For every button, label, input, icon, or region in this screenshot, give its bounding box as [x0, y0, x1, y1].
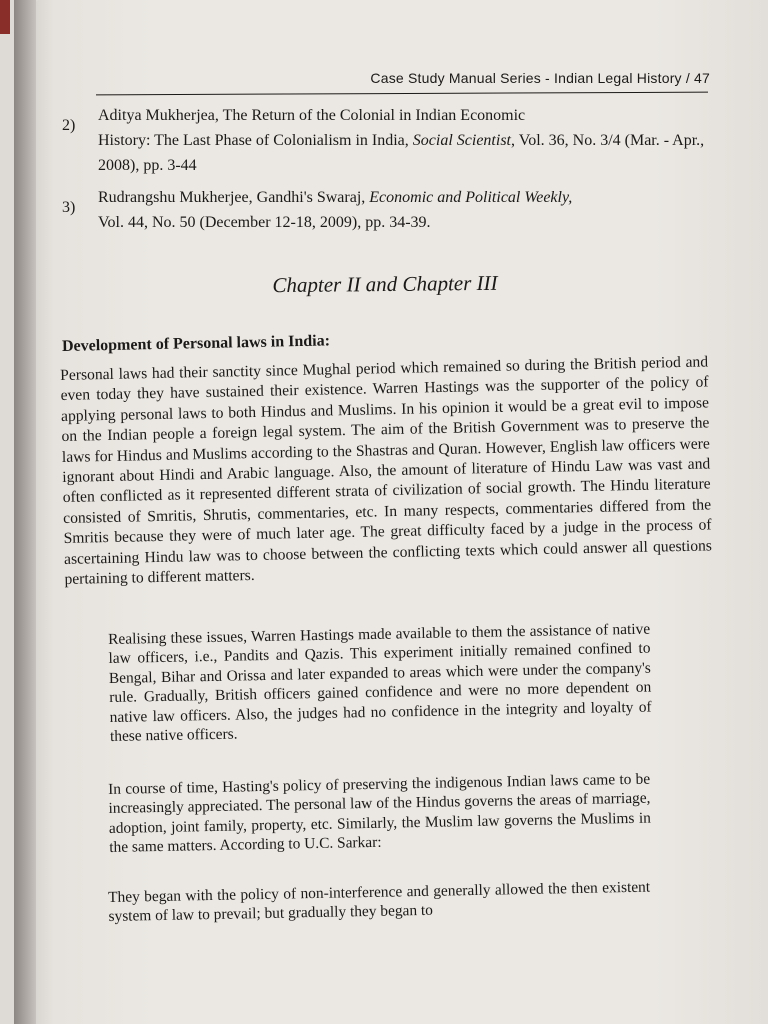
reference-number: 2) — [62, 117, 76, 134]
book-spine — [0, 0, 10, 34]
indented-paragraph: Realising these issues, Warren Hastings made available to them the assistance of native law officers, i.e., Pandits and Qazis. This experiment initially remained confined to Bengal, Bihar and Orissa and later expanded to areas which were under the company's rule. Gradually, British officers gained confidence and were no more dependent on native law officers. Also, the judges had no confidence in the integrity and loyalty of these native officers. — [108, 620, 652, 746]
reference-line: History: The Last Phase of Colonialism in India, Social Scientist, Vol. 36, No. 3/4 (Mar. - Apr., 2008), pp. 3-44 — [98, 131, 705, 174]
reference-line: Vol. 44, No. 50 (December 12-18, 2009), pp. 34-39. — [98, 214, 431, 232]
body-paragraph: Personal laws had their sanctity since Mughal period which remained so during the British period and even today they have sustained their existence. Warren Hastings was the supporter of the policy of applying personal laws to both Hindus and Muslims. In his opinion it would be a great evil to impose on the Indian people a foreign legal system. The aim of the British Government was to preserve the laws for Hindus and Muslims according to the Shastras and Quran. However, English law officers were ignorant about Hindi and Arabic language. Also, the amount of literature of Hindu Law was vast and often conflicted as it represented different strata of civilization of social growth. The Hindu literature consisted of Smritis, Shrutis, commentaries, etc. In many respects, commentaries differed from the Smritis because they were of much later age. The great difficulty faced by a judge in the process of ascertaining Hindu law was to choose between the conflicting texts which could answer all questions pertaining to different matters. — [60, 353, 713, 589]
section-heading: Development of Personal laws in India: — [61, 332, 331, 355]
running-head: Case Study Manual Series - Indian Legal History / 47 — [370, 70, 710, 86]
reference-line: Rudrangshu Mukherjee, Gandhi's Swaraj, Economic and Political Weekly, — [98, 189, 573, 207]
reference-item — [62, 104, 710, 178]
reference-list — [62, 104, 710, 244]
reference-line: Aditya Mukherjea, The Return of the Colonial in Indian Economic — [98, 107, 526, 124]
reference-item — [62, 186, 710, 236]
reference-number: 3) — [62, 199, 76, 217]
page-curl-shadow — [14, 0, 36, 1024]
indented-paragraph: In course of time, Hasting's policy of preserving the indigenous Indian laws came to be increasingly appreciated. The personal law of the Hindus governs the areas of marriage, adoption, joint family, property, etc. Similarly, the Muslim law governs the Muslims in the same matters. According to U.C. Sarkar: — [108, 770, 651, 857]
quoted-paragraph: They began with the policy of non-interference and generally allowed the then existent system of law to prevail; but gradually they began to — [108, 878, 651, 926]
chapter-title: Chapter II and Chapter III — [272, 270, 498, 298]
